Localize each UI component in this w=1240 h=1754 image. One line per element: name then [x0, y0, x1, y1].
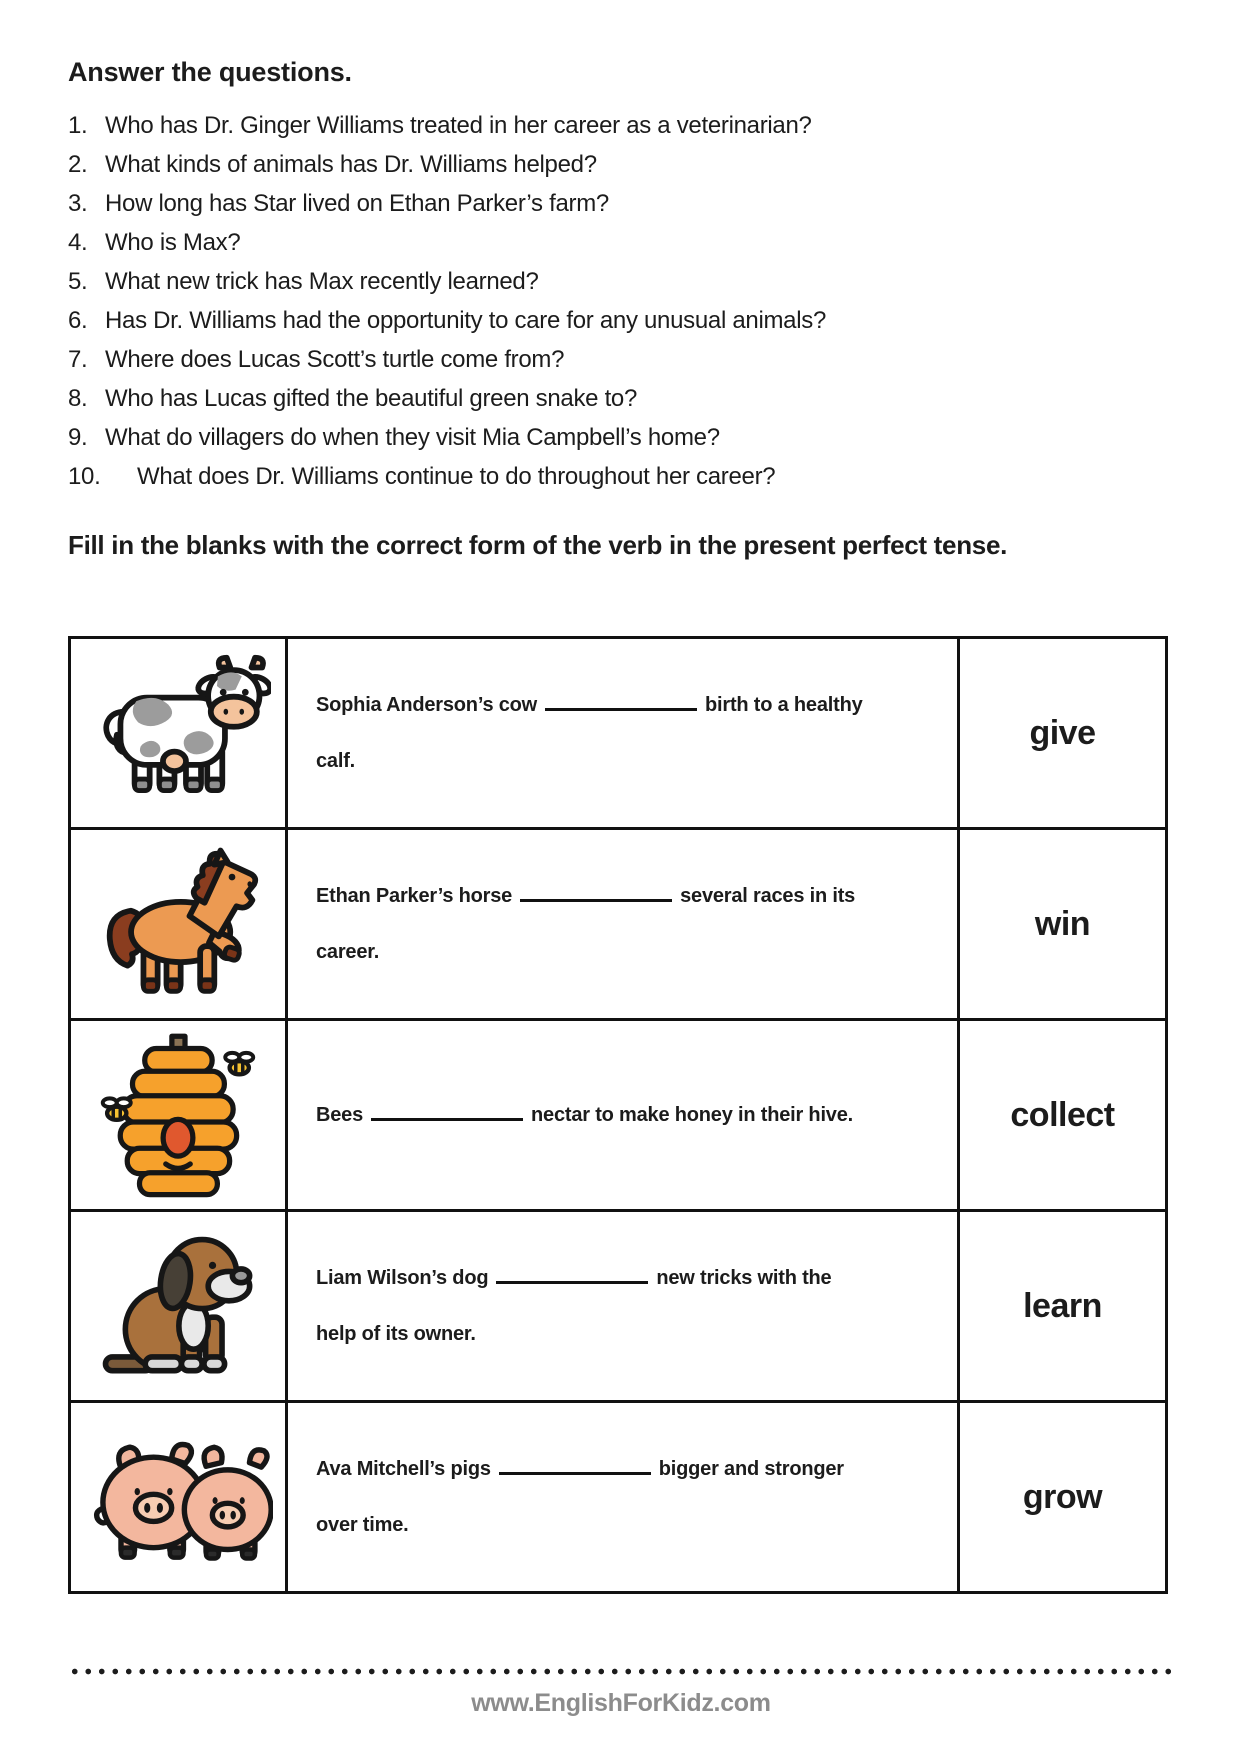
- question-text: How long has Star lived on Ethan Parker’s farm?: [105, 190, 609, 217]
- question-item: [68, 457, 1170, 496]
- question-number: 3.: [68, 190, 88, 217]
- question-item: [68, 418, 1170, 457]
- answer-blank[interactable]: [520, 888, 672, 902]
- horse-image: [85, 843, 271, 1005]
- fill-sentence: [316, 868, 864, 980]
- sentence-after: bigger and stronger over time.: [316, 1458, 844, 1536]
- sentence-before: Ava Mitchell’s pigs: [316, 1458, 491, 1480]
- answer-blank[interactable]: [499, 1461, 651, 1475]
- questions-list: [68, 106, 1170, 496]
- verb-label: win: [959, 829, 1167, 1020]
- question-item: [68, 262, 1170, 301]
- sentence-after: new tricks with the help of its owner.: [316, 1267, 832, 1345]
- question-item: [68, 145, 1170, 184]
- question-text: What does Dr. Williams continue to do throughout her career?: [137, 463, 776, 490]
- beehive-image: [90, 1031, 266, 1199]
- sentence-after: birth to a healthy calf.: [316, 694, 863, 772]
- verb-label: collect: [959, 1020, 1167, 1211]
- answer-blank[interactable]: [496, 1270, 648, 1284]
- sentence-after: nectar to make honey in their hive.: [531, 1104, 854, 1126]
- fill-in-heading: Fill in the blanks with the correct form of the verb in the present perfect tense.: [68, 530, 1008, 560]
- question-item: [68, 223, 1170, 262]
- sentence-before: Sophia Anderson’s cow: [316, 694, 538, 716]
- question-number: 10.: [68, 463, 101, 490]
- question-text: Who has Dr. Ginger Williams treated in her career as a veterinarian?: [105, 112, 812, 139]
- question-item: [68, 340, 1170, 379]
- question-item: [68, 106, 1170, 145]
- bee-icon: [103, 1098, 131, 1119]
- table-row: [70, 1020, 1167, 1211]
- table-row: [70, 1211, 1167, 1402]
- question-number: 4.: [68, 229, 88, 256]
- question-text: What do villagers do when they visit Mia Campbell’s home?: [105, 424, 720, 451]
- sentence-before: Liam Wilson’s dog: [316, 1267, 489, 1289]
- question-item: [68, 301, 1170, 340]
- question-number: 7.: [68, 346, 88, 373]
- table-row: [70, 829, 1167, 1020]
- dog-image: [88, 1224, 268, 1388]
- question-text: Has Dr. Williams had the opportunity to care for any unusual animals?: [105, 307, 826, 334]
- answer-blank[interactable]: [371, 1107, 523, 1121]
- question-number: 5.: [68, 268, 88, 295]
- bee-icon: [225, 1053, 253, 1074]
- fill-sentence: [316, 1087, 864, 1143]
- answer-blank[interactable]: [545, 697, 697, 711]
- pigs-image: [83, 1419, 273, 1575]
- question-text: Where does Lucas Scott’s turtle come from?: [105, 346, 565, 373]
- question-text: Who is Max?: [105, 229, 241, 256]
- question-item: [68, 379, 1170, 418]
- page-footer: [68, 1668, 1174, 1718]
- table-row: [70, 1402, 1167, 1593]
- question-number: 9.: [68, 424, 88, 451]
- question-number: 1.: [68, 112, 88, 139]
- fill-in-table: [68, 636, 1168, 1594]
- question-number: 6.: [68, 307, 88, 334]
- cow-image: [85, 653, 271, 813]
- fill-sentence: [316, 1441, 864, 1553]
- question-text: What kinds of animals has Dr. Williams helped?: [105, 151, 597, 178]
- sentence-before: Bees: [316, 1104, 364, 1126]
- fill-sentence: [316, 1250, 864, 1362]
- verb-label: grow: [959, 1402, 1167, 1593]
- question-number: 8.: [68, 385, 88, 412]
- sentence-before: Ethan Parker’s horse: [316, 885, 513, 907]
- table-row: [70, 638, 1167, 829]
- questions-heading: Answer the questions.: [68, 57, 352, 87]
- fill-sentence: [316, 677, 864, 789]
- verb-label: learn: [959, 1211, 1167, 1402]
- divider-dotted-line: [68, 1668, 1174, 1675]
- question-text: Who has Lucas gifted the beautiful green snake to?: [105, 385, 638, 412]
- footer-url[interactable]: www.EnglishForKidz.com: [471, 1689, 771, 1717]
- verb-label: give: [959, 638, 1167, 829]
- question-text: What new trick has Max recently learned?: [105, 268, 539, 295]
- question-item: [68, 184, 1170, 223]
- question-number: 2.: [68, 151, 88, 178]
- sentence-after: several races in its career.: [316, 885, 856, 963]
